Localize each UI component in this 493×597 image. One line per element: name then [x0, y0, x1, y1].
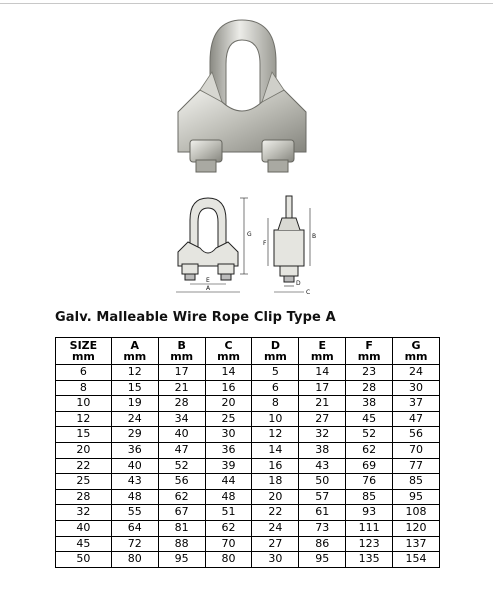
dim-label-c: C	[306, 289, 311, 296]
table-cell: 85	[346, 489, 393, 505]
table-cell: 29	[111, 427, 158, 443]
column-header-c	[205, 338, 252, 365]
table-cell: 17	[158, 365, 205, 381]
column-header-e	[299, 338, 346, 365]
table-row	[56, 552, 440, 568]
table-cell: 8	[56, 380, 112, 396]
table-cell: 30	[393, 380, 440, 396]
table-cell: 12	[111, 365, 158, 381]
table-cell: 14	[205, 365, 252, 381]
table-cell: 30	[252, 552, 299, 568]
table-cell: 76	[346, 474, 393, 490]
table-cell: 95	[393, 489, 440, 505]
table-cell: 56	[158, 474, 205, 490]
table-cell: 56	[393, 427, 440, 443]
table-cell: 72	[111, 536, 158, 552]
table-cell: 81	[158, 520, 205, 536]
column-unit: mm	[170, 350, 194, 363]
column-unit: mm	[404, 350, 428, 363]
table-cell: 15	[111, 380, 158, 396]
table-cell: 50	[299, 474, 346, 490]
table-cell: 43	[111, 474, 158, 490]
table-cell: 39	[205, 458, 252, 474]
table-cell: 45	[346, 411, 393, 427]
table-cell: 95	[299, 552, 346, 568]
table-cell: 8	[252, 396, 299, 412]
table-cell: 25	[56, 474, 112, 490]
column-header-a	[111, 338, 158, 365]
table-cell: 111	[346, 520, 393, 536]
table-cell: 30	[205, 427, 252, 443]
table-row	[56, 489, 440, 505]
column-name: SIZE	[69, 338, 98, 352]
table-row	[56, 458, 440, 474]
column-name: A	[130, 338, 140, 352]
table-cell: 16	[205, 380, 252, 396]
table-cell: 20	[252, 489, 299, 505]
column-unit: mm	[217, 350, 240, 363]
table-cell: 52	[346, 427, 393, 443]
table-cell: 15	[56, 427, 112, 443]
column-unit: mm	[357, 350, 381, 363]
table-cell: 16	[252, 458, 299, 474]
table-cell: 27	[252, 536, 299, 552]
table-cell: 67	[158, 505, 205, 521]
table-cell: 40	[56, 520, 112, 536]
column-name: G	[411, 338, 421, 352]
table-cell: 80	[205, 552, 252, 568]
table-cell: 93	[346, 505, 393, 521]
table-cell: 48	[205, 489, 252, 505]
table-cell: 57	[299, 489, 346, 505]
table-cell: 70	[393, 442, 440, 458]
table-cell: 120	[393, 520, 440, 536]
table-row	[56, 442, 440, 458]
table-cell: 5	[252, 365, 299, 381]
table-cell: 12	[56, 411, 112, 427]
table-cell: 85	[393, 474, 440, 490]
table-row	[56, 505, 440, 521]
table-cell: 28	[158, 396, 205, 412]
table-cell: 25	[205, 411, 252, 427]
column-unit: mm	[310, 350, 334, 363]
table-cell: 44	[205, 474, 252, 490]
top-divider	[0, 3, 493, 4]
dim-label-g: G	[247, 231, 252, 238]
table-cell: 24	[111, 411, 158, 427]
table-cell: 6	[252, 380, 299, 396]
table-cell: 40	[111, 458, 158, 474]
front-view-drawing	[178, 198, 238, 280]
table-cell: 27	[299, 411, 346, 427]
column-unit: mm	[263, 350, 287, 363]
table-cell: 62	[158, 489, 205, 505]
table-cell: 28	[346, 380, 393, 396]
table-row	[56, 411, 440, 427]
dimensions-table	[55, 337, 440, 568]
table-row	[56, 474, 440, 490]
table-cell: 10	[56, 396, 112, 412]
column-name: F	[365, 338, 373, 352]
column-header-g	[393, 338, 440, 365]
table-cell: 137	[393, 536, 440, 552]
table-cell: 14	[252, 442, 299, 458]
dimension-drawings	[170, 190, 330, 300]
table-cell: 22	[252, 505, 299, 521]
dim-label-e: E	[206, 277, 210, 284]
table-cell: 40	[158, 427, 205, 443]
table-row	[56, 520, 440, 536]
table-cell: 45	[56, 536, 112, 552]
table-cell: 95	[158, 552, 205, 568]
table-cell: 43	[299, 458, 346, 474]
table-cell: 48	[111, 489, 158, 505]
dim-label-f: F	[263, 240, 267, 247]
table-cell: 36	[205, 442, 252, 458]
column-name: C	[224, 338, 233, 352]
table-header-row	[56, 338, 440, 365]
table-cell: 37	[393, 396, 440, 412]
table-cell: 20	[56, 442, 112, 458]
table-cell: 24	[252, 520, 299, 536]
table-cell: 10	[252, 411, 299, 427]
table-cell: 61	[299, 505, 346, 521]
dim-label-b: B	[312, 233, 317, 240]
table-cell: 77	[393, 458, 440, 474]
product-title: Galv. Malleable Wire Rope Clip Type A	[55, 310, 336, 325]
table-cell: 34	[158, 411, 205, 427]
side-view-drawing	[274, 196, 304, 282]
table-cell: 154	[393, 552, 440, 568]
table-cell: 70	[205, 536, 252, 552]
table-row	[56, 536, 440, 552]
table-cell: 62	[205, 520, 252, 536]
table-cell: 36	[111, 442, 158, 458]
table-cell: 51	[205, 505, 252, 521]
table-cell: 69	[346, 458, 393, 474]
column-header-d	[252, 338, 299, 365]
table-cell: 123	[346, 536, 393, 552]
table-cell: 32	[299, 427, 346, 443]
column-header-f	[346, 338, 393, 365]
column-unit: mm	[71, 350, 95, 363]
table-cell: 12	[252, 427, 299, 443]
table-cell: 86	[299, 536, 346, 552]
table-cell: 55	[111, 505, 158, 521]
column-unit: mm	[123, 350, 147, 363]
table-cell: 47	[393, 411, 440, 427]
table-cell: 22	[56, 458, 112, 474]
column-name: D	[270, 338, 280, 352]
table-cell: 21	[299, 396, 346, 412]
table-cell: 47	[158, 442, 205, 458]
table-row	[56, 396, 440, 412]
table-cell: 52	[158, 458, 205, 474]
table-cell: 64	[111, 520, 158, 536]
table-cell: 80	[111, 552, 158, 568]
dim-label-a: A	[206, 285, 211, 292]
table-cell: 38	[346, 396, 393, 412]
table-cell: 73	[299, 520, 346, 536]
table-cell: 18	[252, 474, 299, 490]
table-cell: 17	[299, 380, 346, 396]
table-cell: 21	[158, 380, 205, 396]
table-cell: 88	[158, 536, 205, 552]
column-header-size	[56, 338, 112, 365]
table-row	[56, 380, 440, 396]
table-cell: 19	[111, 396, 158, 412]
table-cell: 14	[299, 365, 346, 381]
table-cell: 24	[393, 365, 440, 381]
table-cell: 38	[299, 442, 346, 458]
table-row	[56, 365, 440, 381]
column-header-b	[158, 338, 205, 365]
table-cell: 28	[56, 489, 112, 505]
table-cell: 135	[346, 552, 393, 568]
table-cell: 23	[346, 365, 393, 381]
dim-label-d: D	[296, 280, 301, 287]
wire-rope-clip-photo	[160, 12, 320, 177]
column-name: E	[318, 338, 327, 352]
table-cell: 32	[56, 505, 112, 521]
table-cell: 62	[346, 442, 393, 458]
column-name: B	[177, 338, 186, 352]
table-cell: 6	[56, 365, 112, 381]
table-row	[56, 427, 440, 443]
table-cell: 50	[56, 552, 112, 568]
table-cell: 20	[205, 396, 252, 412]
table-cell: 108	[393, 505, 440, 521]
